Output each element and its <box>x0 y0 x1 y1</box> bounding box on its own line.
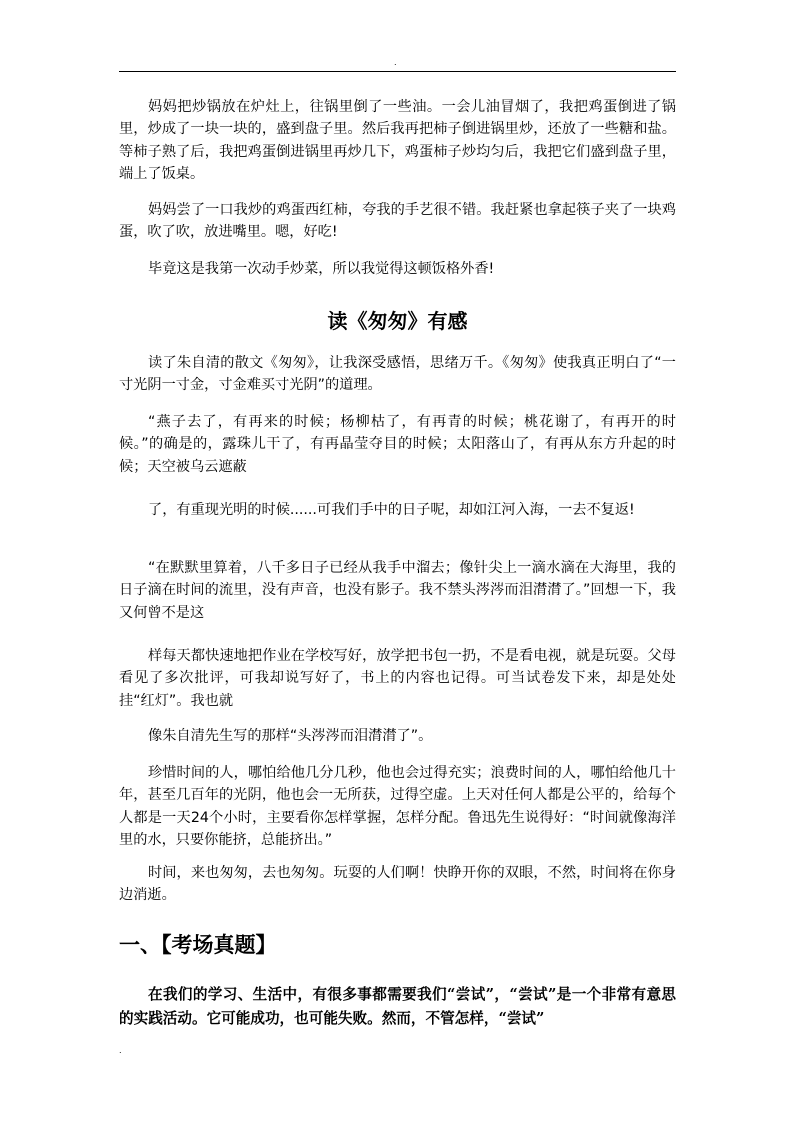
paragraph-essay-4: “在默默里算着，八千多日子已经从我手中溜去；像针尖上一滴水滴在大海里，我的日子滴在时间的流里，没有声音，也没有影子。我不禁头涔涔而泪潸潸了。”回想一下，我又何曾不是这 <box>119 560 676 621</box>
paragraph-essay-5: 样每天都快速地把作业在学校写好，放学把书包一扔，不是看电视，就是玩耍。父母看见了多次批评，可我却说写好了，书上的内容也记得。可当试卷发下来，却是处处挂“红灯”。我也就 <box>119 648 676 709</box>
header-rule <box>119 71 676 72</box>
header-mark: . <box>394 58 397 67</box>
paragraph-essay-6: 像朱自清先生写的那样“头涔涔而泪潸潸了”。 <box>148 728 433 744</box>
paragraph-cooking-1: 妈妈把炒锅放在炉灶上，往锅里倒了一些油。一会儿油冒烟了，我把鸡蛋倒进了锅里，炒成了一块一块的，盛到盘子里。然后我再把柿子倒进锅里炒，还放了一些糖和盐。等柿子熟了后，我把鸡蛋倒进锅里再炒几下，鸡蛋柿子炒均匀后，我把它们盛到盘子里，端上了饭桌。 <box>119 99 676 182</box>
footer-mark: . <box>119 1046 122 1055</box>
paragraph-essay-8: 时间，来也匆匆，去也匆匆。玩耍的人们啊！快睁开你的双眼，不然，时间将在你身边消逝。 <box>119 865 676 904</box>
paragraph-essay-3: 了，有重现光明的时候......可我们手中的日子呢，却如江河入海，一去不复返! <box>148 502 635 518</box>
paragraph-cooking-2: 妈妈尝了一口我炒的鸡蛋西红柿，夸我的手艺很不错。我赶紧也拿起筷子夹了一块鸡蛋，吹了吹，放进嘴里。嗯，好吃! <box>119 202 676 241</box>
paragraph-essay-1: 读了朱自清的散文《匆匆》，让我深受感悟，思绪万千。《匆匆》使我真正明白了“一寸光阴一寸金，寸金难买寸光阴”的道理。 <box>119 355 676 394</box>
paragraph-essay-2: “燕子去了，有再来的时候；杨柳枯了，有再青的时候；桃花谢了，有再开的时候。”的确是的，露珠儿干了，有再晶莹夺目的时候；太阳落山了，有再从东方升起的时候；天空被乌云遮蔽 <box>119 414 676 475</box>
paragraph-cooking-3: 毕竟这是我第一次动手炒菜，所以我觉得这顿饭格外香! <box>148 261 495 277</box>
essay-title: 读《匆匆》有感 <box>327 309 468 333</box>
paragraph-essay-7: 珍惜时间的人，哪怕给他几分几秒，他也会过得充实；浪费时间的人，哪怕给他几十年，甚至几百年的光阴，他也会一无所获，过得空虚。上天对任何人都是公平的，给每个人都是一天24个小时，主要看你怎样掌握，怎样分配。鲁迅先生说得好：“时间就像海洋里的水，只要你能挤，总能挤出。” <box>119 765 676 848</box>
section-heading: 一、【考场真题】 <box>119 932 277 957</box>
paragraph-prompt: 在我们的学习、生活中，有很多事都需要我们“尝试”，“尝试”是一个非常有意思的实践活动。它可能成功，也可能失败。然而，不管怎样，“尝试” <box>119 986 676 1027</box>
